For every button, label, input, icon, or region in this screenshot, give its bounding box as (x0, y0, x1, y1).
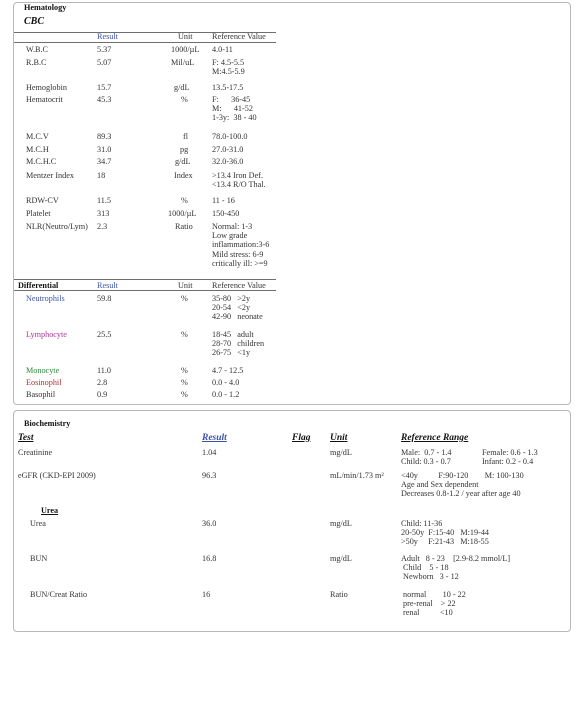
differential-unit: % (181, 294, 188, 303)
bio-unit: mL/min/1.73 m² (330, 471, 384, 480)
differential-test: Eosinophil (26, 378, 62, 387)
bio-unit: mg/dL (330, 448, 352, 457)
differential-unit: % (181, 378, 188, 387)
bio-test: BUN (30, 554, 48, 563)
cbc-test: Hematocrit (26, 95, 63, 104)
differential-reference: 0.0 - 4.0 (212, 378, 240, 387)
differential-col-unit: Unit (178, 281, 193, 290)
bio-reference-adult-child: Male: 0.7 - 1.4 Child: 0.3 - 0.7 (401, 448, 452, 467)
cbc-unit: 1000/µL (168, 209, 197, 218)
cbc-result: 5.07 (97, 58, 112, 67)
cbc-unit: Ratio (175, 222, 193, 231)
cbc-unit: Index (174, 171, 193, 180)
hematology-title: Hematology (24, 3, 67, 12)
bio-col-unit: Unit (330, 433, 348, 443)
cbc-result: 18 (97, 171, 106, 180)
bio-col-flag: Flag (292, 433, 311, 443)
differential-unit: % (181, 366, 188, 375)
differential-reference: 18-45 adult 28-70 children 26-75 <1y (212, 330, 265, 358)
cbc-test: M.C.H (26, 145, 49, 154)
bio-result: 16.8 (202, 554, 217, 563)
cbc-reference: F: 36-45 M: 41-52 1-3y: 38 - 40 (212, 95, 257, 123)
bio-unit: mg/dL (330, 519, 352, 528)
bio-reference: normal 10 - 22 pre-renal > 22 renal <10 (403, 590, 466, 618)
cbc-reference: 4.0-11 (212, 45, 233, 54)
cbc-test: Hemoglobin (26, 83, 67, 92)
cbc-title: CBC (24, 16, 45, 27)
cbc-result: 11.5 (97, 196, 112, 205)
differential-header-top-line (14, 279, 276, 280)
cbc-test: Mentzer Index (26, 171, 74, 180)
differential-reference: 35-80 >2y 20-54 <2y 42-90 neonate (212, 294, 263, 322)
bio-reference: Child: 11-36 20-50y F:15-40 M:19-44 >50y F:21-43 M:18-55 (401, 519, 490, 547)
cbc-result: 45.3 (97, 95, 112, 104)
cbc-result: 5.37 (97, 45, 112, 54)
cbc-test: M.C.V (26, 132, 49, 141)
differential-result: 0.9 (97, 390, 108, 399)
bio-test: eGFR (CKD-EPI 2009) (18, 471, 96, 480)
bio-test: BUN/Creat Ratio (30, 590, 88, 599)
cbc-result: 313 (97, 209, 110, 218)
cbc-unit: Mil/uL (171, 58, 195, 67)
cbc-header-bottom-line (14, 42, 276, 43)
cbc-result: 31.0 (97, 145, 112, 154)
cbc-test: Platelet (26, 209, 51, 218)
cbc-reference: 78.0-100.0 (212, 132, 248, 141)
bio-col-reference: Reference Range (401, 433, 469, 443)
bio-reference: Adult 8 - 23 [2.9-8.2 mmol/L] Child 5 - 18 Newborn 3 - 12 (401, 554, 511, 582)
bio-test: Creatinine (18, 448, 53, 457)
cbc-unit: fl (183, 132, 189, 141)
bio-col-test: Test (18, 433, 34, 443)
cbc-unit: pg (180, 145, 189, 154)
differential-result: 25.5 (97, 330, 112, 339)
cbc-reference: 27.0-31.0 (212, 145, 244, 154)
cbc-reference: 11 - 16 (212, 196, 235, 205)
cbc-reference: >13.4 Iron Def. <13.4 R/O Thal. (212, 171, 266, 190)
cbc-test: W.B.C (26, 45, 48, 54)
bio-reference: <40y F:90-120 M: 100-130 Age and Sex dependent Decreases 0.8-1.2 / year after age 40 (401, 471, 524, 499)
bio-col-result: Result (202, 433, 227, 443)
bio-reference-female-infant: Female: 0.6 - 1.3 Infant: 0.2 - 0.4 (482, 448, 538, 467)
cbc-test: R.B.C (26, 58, 47, 67)
bio-result: 96.3 (202, 471, 217, 480)
biochemistry-title: Biochemistry (24, 419, 71, 428)
bio-result: 36.0 (202, 519, 217, 528)
cbc-unit: % (181, 196, 188, 205)
cbc-test: RDW-CV (26, 196, 59, 205)
cbc-col-result: Result (97, 32, 118, 41)
cbc-reference: 150-450 (212, 209, 240, 218)
differential-unit: % (181, 390, 188, 399)
cbc-result: 34.7 (97, 157, 112, 166)
differential-reference: 4.7 - 12.5 (212, 366, 244, 375)
cbc-unit: 1000/µL (171, 45, 200, 54)
differential-reference: 0.0 - 1.2 (212, 390, 240, 399)
cbc-test: M.C.H.C (26, 157, 57, 166)
differential-result: 59.8 (97, 294, 112, 303)
bio-unit: Ratio (330, 590, 348, 599)
differential-result: 2.8 (97, 378, 108, 387)
differential-result: 11.0 (97, 366, 112, 375)
differential-test: Monocyte (26, 366, 60, 375)
cbc-result: 2.3 (97, 222, 108, 231)
cbc-result: 15.7 (97, 83, 112, 92)
cbc-reference: 13.5-17.5 (212, 83, 244, 92)
cbc-reference: Normal: 1-3 Low grade inflammation:3-6 Mild stress: 6-9 critically ill: >=9 (212, 222, 270, 268)
differential-unit: % (181, 330, 188, 339)
cbc-reference: F: 4.5-5.5 M:4.5-5.9 (212, 58, 245, 77)
differential-title: Differential (18, 281, 59, 290)
differential-test: Neutrophils (26, 294, 65, 303)
cbc-unit: % (181, 95, 188, 104)
bio-group-urea: Urea (41, 506, 59, 515)
cbc-reference: 32.0-36.0 (212, 157, 244, 166)
bio-unit: mg/dL (330, 554, 352, 563)
bio-result: 16 (202, 590, 211, 599)
cbc-unit: g/dL (175, 157, 191, 166)
bio-result: 1.04 (202, 448, 217, 457)
differential-header-bottom-line (14, 290, 276, 291)
cbc-col-unit: Unit (178, 32, 193, 41)
cbc-result: 89.3 (97, 132, 112, 141)
differential-col-result: Result (97, 281, 118, 290)
differential-test: Basophil (26, 390, 56, 399)
bio-test: Urea (30, 519, 46, 528)
cbc-test: NLR(Neutro/Lym) (26, 222, 88, 231)
cbc-unit: g/dL (174, 83, 190, 92)
differential-col-reference: Reference Value (212, 281, 266, 290)
cbc-col-reference: Reference Value (212, 32, 266, 41)
differential-test: Lymphocyte (26, 330, 67, 339)
